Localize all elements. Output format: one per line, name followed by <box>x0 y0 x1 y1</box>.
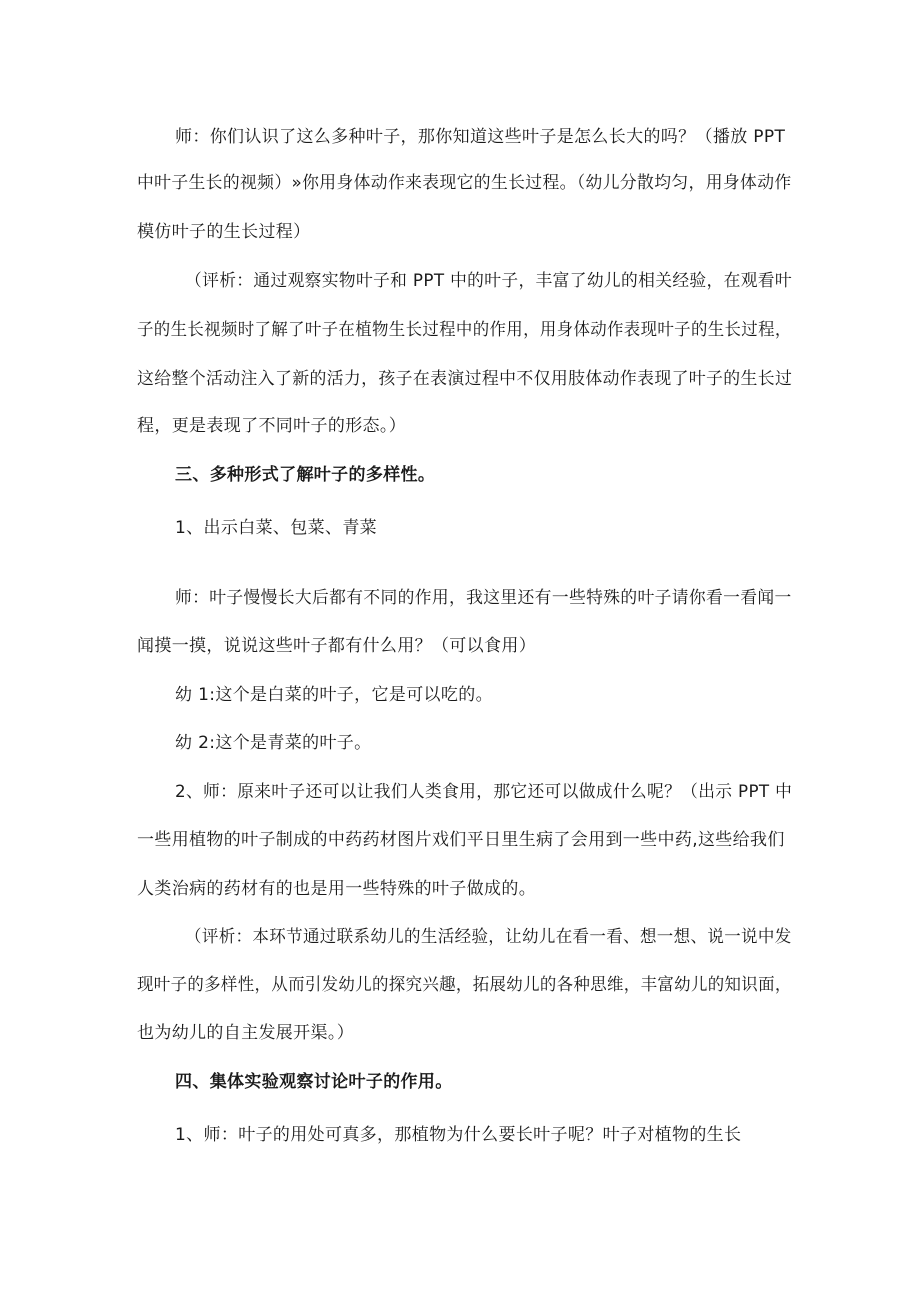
text-line: 师：叶子慢慢长大后都有不同的作用，我这里还有一些特殊的叶子请你看一看闻一 <box>175 588 792 608</box>
text-line: 1、出示白菜、包菜、青菜 <box>175 518 378 538</box>
text-line: 程，更是表现了不同叶子的形态。） <box>137 416 407 436</box>
section-heading: 三、多种形式了解叶子的多样性。 <box>175 465 436 485</box>
text-line: 现叶子的多样性，从而引发幼儿的探究兴趣，拓展幼儿的各种思维，丰富幼儿的知识面， <box>137 975 792 995</box>
text-line: 闻摸一摸，说说这些叶子都有什么用？（可以食用） <box>137 636 537 656</box>
text-line: 1、师：叶子的用处可真多，那植物为什么要长叶子呢？叶子对植物的生长 <box>175 1125 742 1145</box>
text-line: 师：你们认识了这么多种叶子，那你知道这些叶子是怎么长大的吗？（播放 PPT <box>175 127 786 147</box>
text-line: 模仿叶子的生长过程） <box>137 222 311 242</box>
text-line: 2、师：原来叶子还可以让我们人类食用，那它还可以做成什么呢？（出示 PPT 中 <box>175 782 793 802</box>
text-line: 人类治病的药材有的也是用一些特殊的叶子做成的。 <box>137 879 537 899</box>
text-line: 幼 1:这个是白菜的叶子，它是可以吃的。 <box>175 685 493 705</box>
section-heading: 四、集体实验观察讨论叶子的作用。 <box>175 1072 453 1092</box>
text-line: 这给整个活动注入了新的活力，孩子在表演过程中不仅用肢体动作表现了叶子的生长过 <box>137 369 793 389</box>
text-line: （评析：通过观察实物叶子和 PPT 中的叶子，丰富了幼儿的相关经验，在观看叶 <box>185 271 793 291</box>
text-line: 中叶子生长的视频）»你用身体动作来表现它的生长过程。（幼儿分散均匀，用身体动作 <box>137 173 792 193</box>
text-line: 幼 2:这个是青菜的叶子。 <box>175 733 372 753</box>
text-line: 子的生长视频时了解了叶子在植物生长过程中的作用，用身体动作表现叶子的生长过程， <box>137 320 792 340</box>
text-line: （评析：本环节通过联系幼儿的生活经验，让幼儿在看一看、想一想、说一说中发 <box>185 927 792 947</box>
text-line: 也为幼儿的自主发展开渠。） <box>137 1023 355 1043</box>
text-line: 一些用植物的叶子制成的中药药材图片戏们平日里生病了会用到一些中药,这些给我们 <box>137 830 785 850</box>
